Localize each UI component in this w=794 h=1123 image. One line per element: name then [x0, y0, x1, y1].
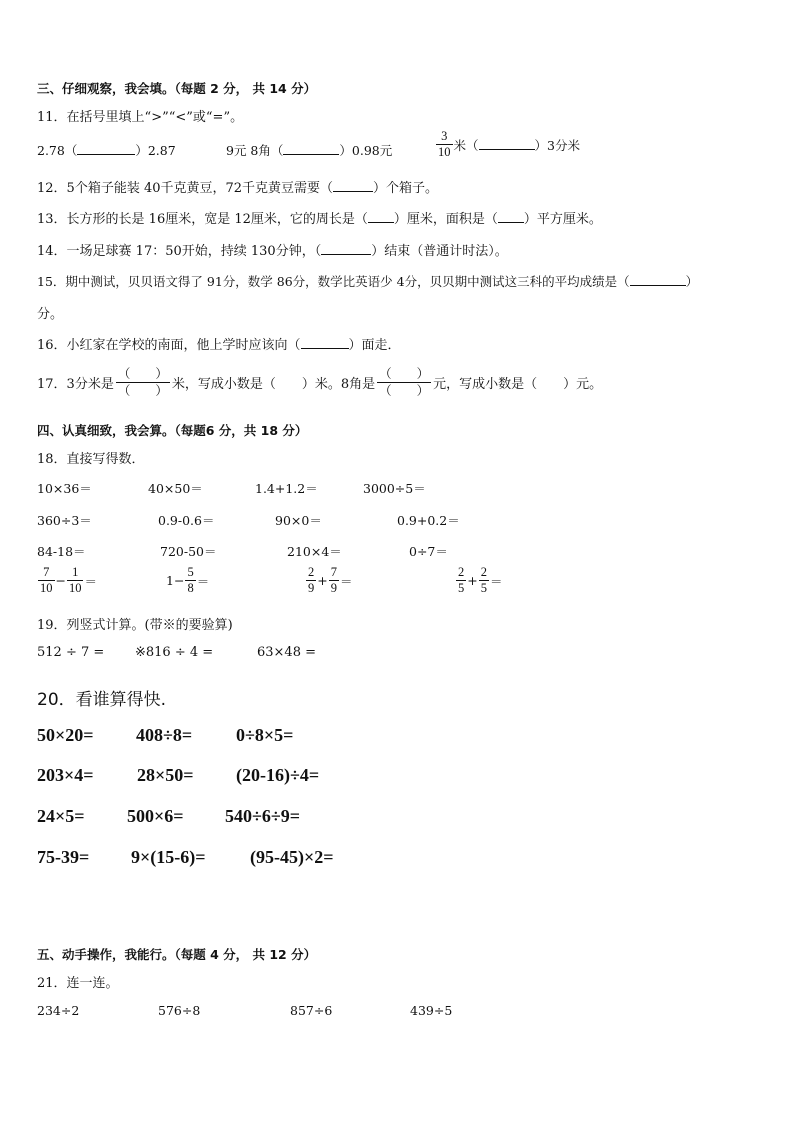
- q20-item: 408÷8=: [136, 725, 193, 745]
- question-15: [37, 272, 698, 290]
- question-11-b: [226, 141, 392, 159]
- q17-part3: 元，写成小数是（ ）元。: [433, 376, 603, 392]
- q20-item: 28×50=: [137, 765, 194, 785]
- q19-item: 512 ÷ 7 =: [37, 645, 105, 660]
- q20-item: 0÷8×5=: [236, 725, 294, 745]
- question-11-c: [435, 130, 580, 159]
- q19-item: ※816 ÷ 4 =: [135, 645, 214, 660]
- section-3-title: 三、仔细观察，我会填。（每题 2 分， 共 14 分）: [37, 81, 317, 96]
- q18-row3-item: 720-50＝: [160, 544, 217, 559]
- q11-a-left: 2.78（: [37, 143, 78, 158]
- fraction: $\frac{2}{5}$: [458, 565, 465, 596]
- fraction: $\frac{7}{9}$: [330, 565, 337, 596]
- fraction: $\frac{2}{9}$: [308, 565, 315, 596]
- q20-item: 9×(15-6)=: [131, 847, 206, 867]
- whole-minus: 1−: [166, 573, 185, 589]
- q11-c-mid: 米（: [453, 137, 479, 153]
- q15-right: ）: [685, 274, 699, 289]
- answer-blank[interactable]: [333, 181, 373, 192]
- q20-item: 500×6=: [127, 806, 184, 826]
- q13-part1: 13．长方形的长是 16厘米，宽是 12厘米，它的周长是（: [37, 212, 368, 227]
- operator: +: [317, 573, 328, 589]
- q20-item: (20-16)÷4=: [236, 765, 320, 785]
- question-16: [37, 334, 401, 353]
- q14-left: 14．一场足球赛 17：50开始，持续 130分钟，（: [37, 244, 322, 259]
- question-15-line2: 分。: [37, 307, 64, 322]
- q18-row3-item: 0÷7＝: [409, 544, 448, 559]
- question-13: [37, 208, 602, 227]
- q13-part2: ）厘米，面积是（: [393, 212, 498, 227]
- q11-c-right: ）3分米: [534, 137, 580, 153]
- q21-item: 576÷8: [158, 1003, 201, 1018]
- fraction: $\frac{5}{8}$: [187, 565, 194, 596]
- q18-row4-expr4: [455, 566, 503, 595]
- question-12: [37, 177, 438, 196]
- operator: +: [467, 573, 478, 589]
- equals: ＝: [489, 573, 503, 589]
- equals: ＝: [84, 573, 97, 589]
- question-21-text: 21．连一连。: [37, 976, 119, 991]
- q17-part1: 17．3分米是: [37, 376, 114, 392]
- q18-row4-expr2: [166, 566, 209, 595]
- q18-row2-item: 90×0＝: [275, 513, 322, 528]
- answer-blank[interactable]: [283, 144, 339, 155]
- q18-row2-item: 360÷3＝: [37, 513, 92, 528]
- fraction: $\frac{7}{10}$: [40, 565, 53, 596]
- question-11-text: 11．在括号里填上“>”“<”或“=”。: [37, 110, 244, 125]
- q18-row1-item: 3000÷5＝: [363, 481, 426, 496]
- answer-blank[interactable]: [301, 338, 349, 349]
- question-14: [37, 240, 508, 259]
- q20-item: (95-45)×2=: [250, 847, 334, 867]
- q11-a-right: ）2.87: [135, 143, 176, 158]
- answer-blank[interactable]: [630, 275, 686, 286]
- fraction: $\frac{1}{10}$: [68, 565, 82, 596]
- q18-row2-item: 0.9-0.6＝: [158, 513, 215, 528]
- section-5-title: 五、动手操作，我能行。（每题 4 分， 共 12 分）: [37, 947, 317, 962]
- q12-right: ）个箱子。: [373, 181, 439, 196]
- q19-item: 63×48 =: [257, 645, 317, 660]
- q14-right: ）结束（普通计时法）。: [371, 244, 508, 259]
- answer-blank[interactable]: [498, 212, 524, 223]
- q16-left: 16．小红家在学校的南面，他上学时应该向（: [37, 338, 301, 353]
- question-17: [37, 366, 602, 398]
- q16-right: ）面走．: [348, 338, 401, 353]
- answer-blank[interactable]: [321, 244, 371, 255]
- q20-item: 540÷6÷9=: [225, 806, 301, 826]
- answer-blank[interactable]: [77, 144, 135, 155]
- equals: ＝: [339, 573, 353, 589]
- q18-row2-item: 0.9+0.2＝: [397, 513, 460, 528]
- q17-part2: 米，写成小数是（ ）米。8角是: [171, 376, 376, 392]
- q18-row3-item: 84-18＝: [37, 544, 86, 559]
- q18-row4-expr1: [37, 566, 97, 595]
- question-18-text: 18．直接写得数．: [37, 452, 145, 467]
- q18-row1-item: 10×36＝: [37, 481, 92, 496]
- operator: −: [55, 573, 66, 589]
- q21-item: 234÷2: [37, 1003, 80, 1018]
- q18-row4-expr3: [305, 566, 353, 595]
- q18-row3-item: 210×4＝: [287, 544, 342, 559]
- answer-blank[interactable]: [479, 139, 535, 150]
- q20-item: 24×5=: [37, 806, 85, 826]
- question-11-a: [37, 141, 176, 159]
- q20-item: 75-39=: [37, 847, 90, 867]
- answer-blank[interactable]: [368, 212, 394, 223]
- q13-part3: ）平方厘米。: [523, 212, 602, 227]
- q21-item: 439÷5: [410, 1003, 453, 1018]
- equals: ＝: [196, 573, 210, 589]
- fraction-blank[interactable]: （ ） （ ）: [379, 366, 430, 398]
- q18-row1-item: 40×50＝: [148, 481, 203, 496]
- section-4-title: 四、认真细致，我会算。（每题6 分，共 18 分）: [37, 423, 308, 438]
- question-20-text: 20．看谁算得快.: [37, 690, 167, 710]
- q18-row1-item: 1.4+1.2＝: [255, 481, 318, 496]
- question-19-text: 19．列竖式计算。(带※的要验算): [37, 618, 233, 633]
- q20-item: 203×4=: [37, 765, 94, 785]
- fraction-blank[interactable]: （ ） （ ）: [117, 366, 168, 398]
- q15-left: 15．期中测试，贝贝语文得了 91分，数学 86分，数学比英语少 4分，贝贝期中测试这三科的平均成绩是（: [37, 274, 630, 289]
- q21-item: 857÷6: [290, 1003, 333, 1018]
- fraction: $\frac{3}{10}$: [438, 129, 451, 160]
- q11-b-right: ）0.98元: [339, 143, 393, 158]
- q12-left: 12．5个箱子能装 40千克黄豆，72千克黄豆需要（: [37, 181, 334, 196]
- q11-b-left: 9元 8角（: [226, 143, 284, 158]
- q20-item: 50×20=: [37, 725, 94, 745]
- fraction: $\frac{2}{5}$: [480, 565, 487, 596]
